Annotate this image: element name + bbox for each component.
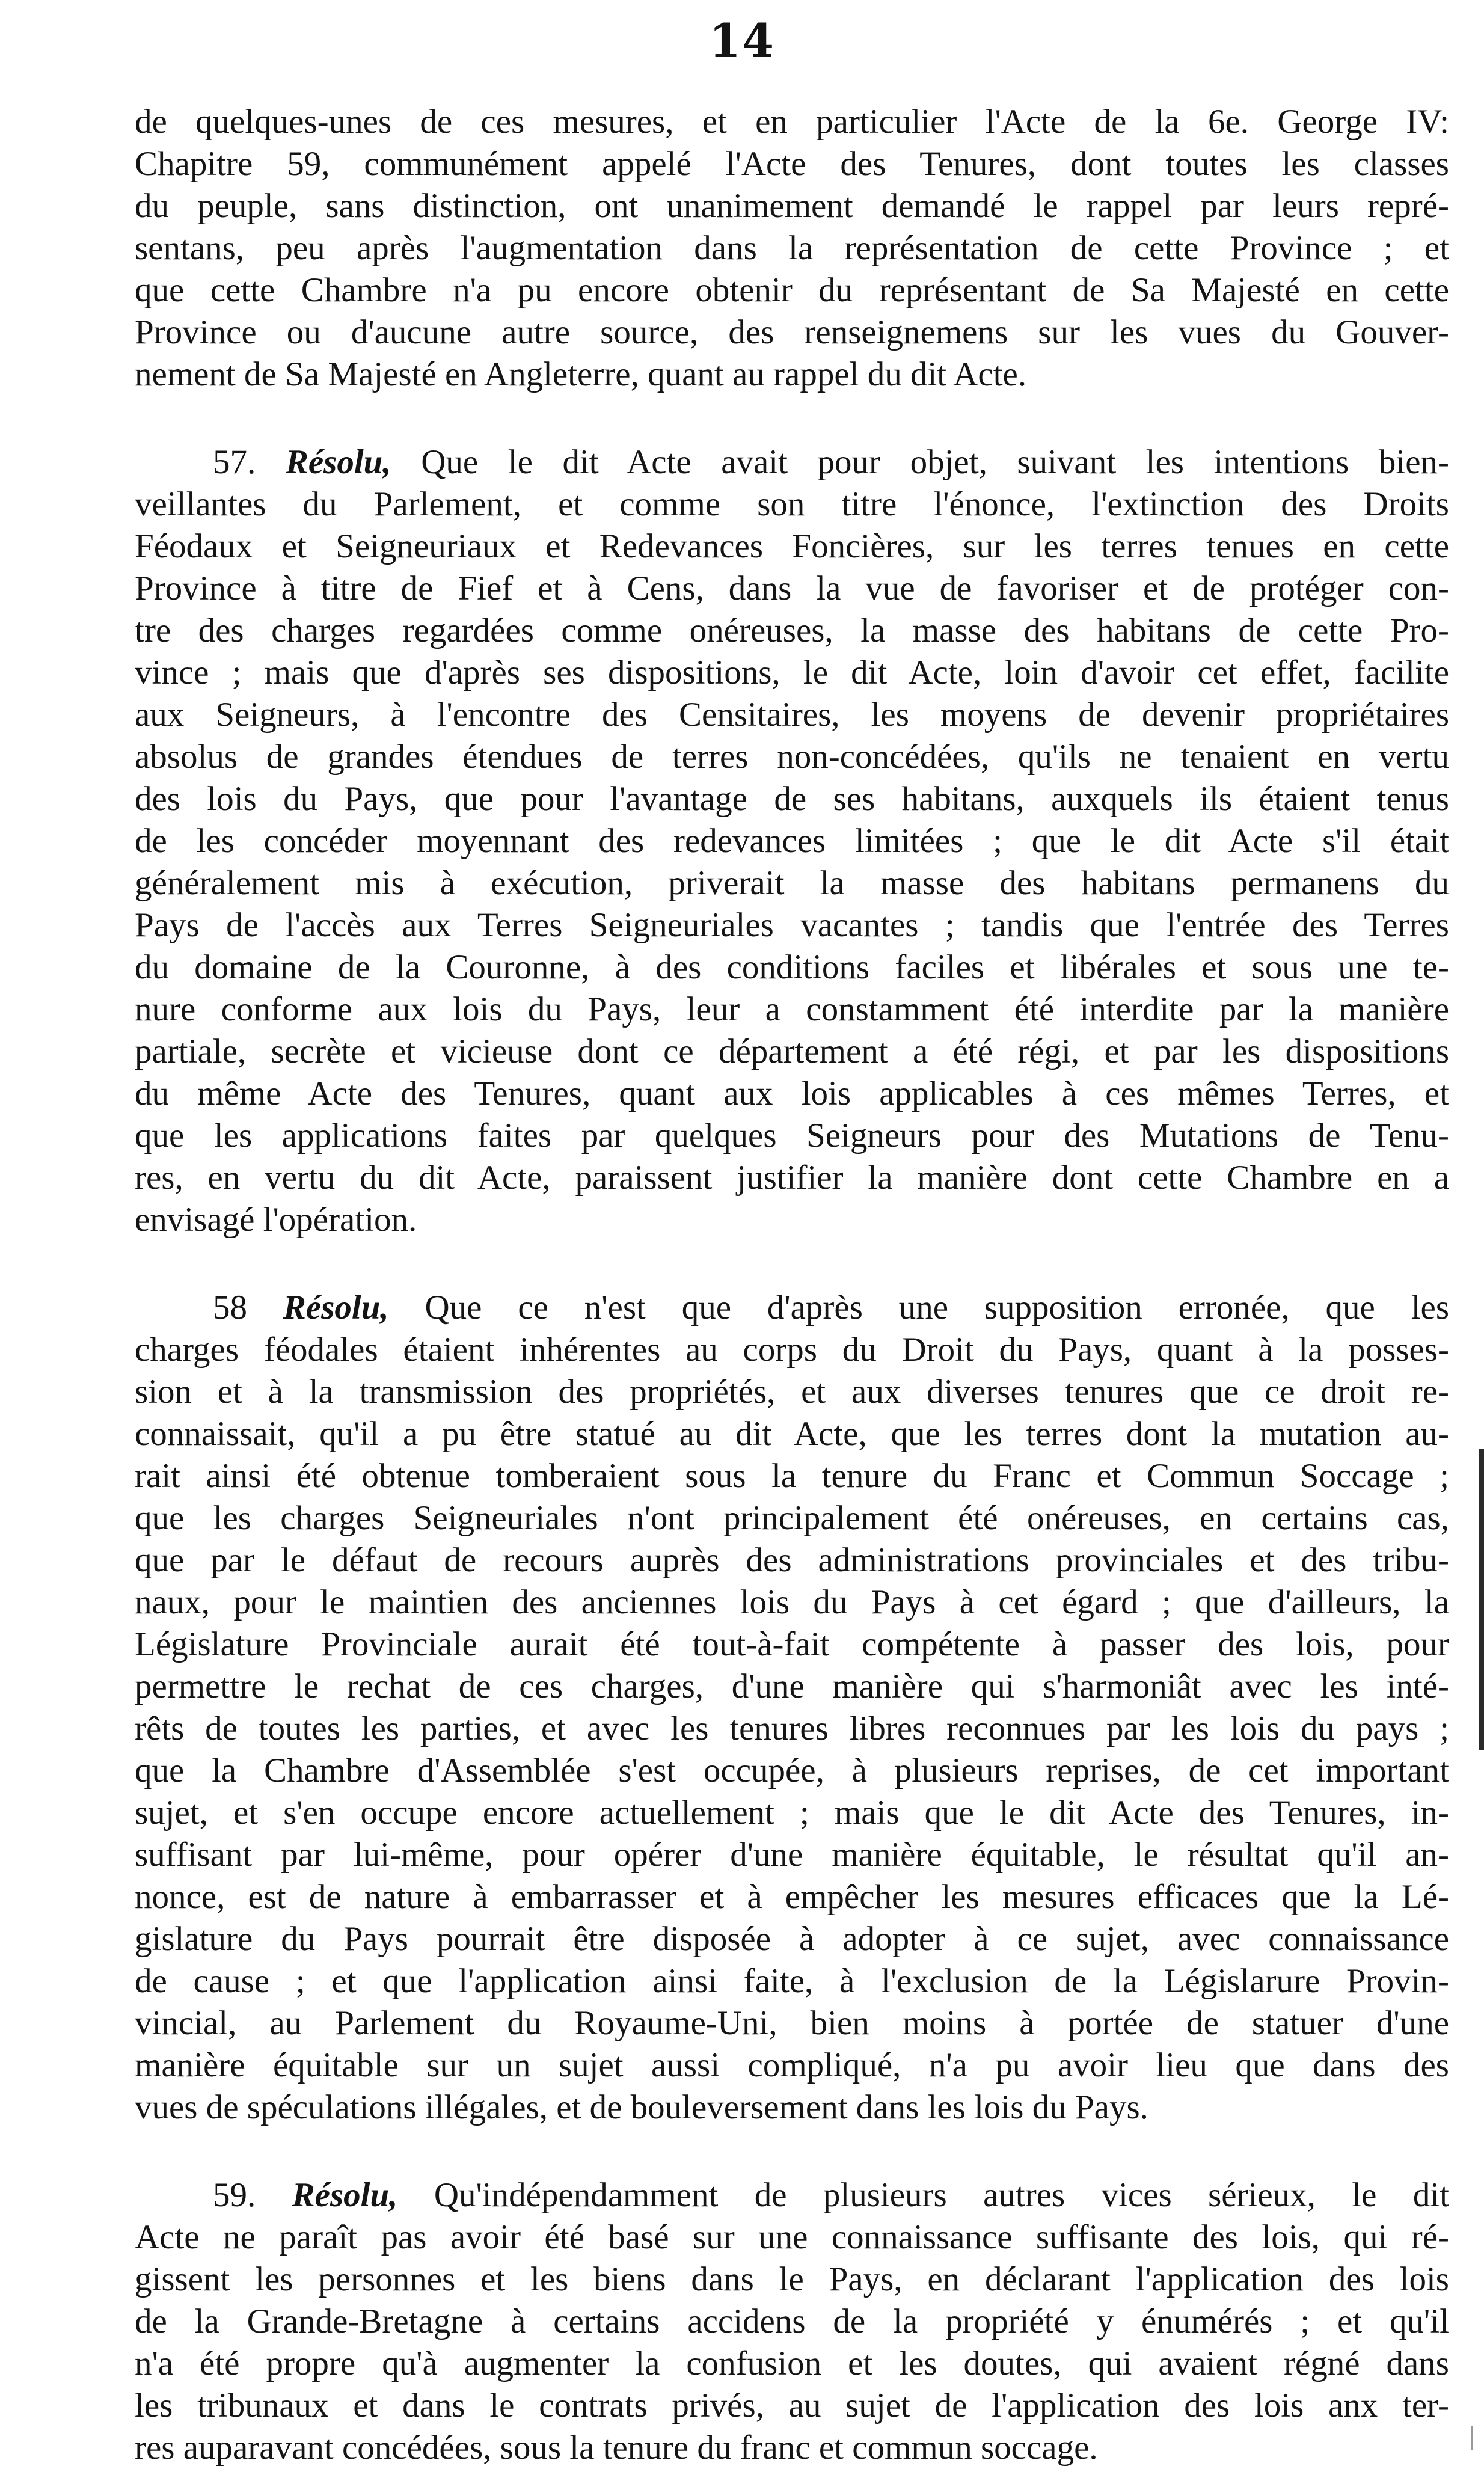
text-line: nonce, est de nature à embarrasser et à empêcher les mesures efficaces que la Lé-	[135, 1878, 1449, 1916]
text-line: partiale, secrète et vicieuse dont ce département a été régi, et par les dispositions	[135, 1032, 1449, 1070]
text-line: manière équitable sur un sujet aussi compliqué, n'a pu avoir lieu que dans des	[135, 2046, 1449, 2084]
resolution-label: Résolu,	[285, 443, 391, 481]
text-line: vincial, au Parlement du Royaume-Uni, bien moins à portée de statuer d'une	[135, 2004, 1449, 2042]
text-line: des lois du Pays, que pour l'avantage de ses habitans, auxquels ils étaient tenus	[135, 780, 1449, 818]
body-text	[135, 101, 1449, 2469]
text-line: du peuple, sans distinction, ont unanimement demandé le rappel par leurs repré-	[135, 187, 1449, 225]
text-line: charges féodales étaient inhérentes au corps du Droit du Pays, quant à la posses-	[135, 1331, 1449, 1369]
page-edge-shadow	[1479, 1449, 1484, 1750]
text-line: de la Grande-Bretagne à certains accidens de la propriété y énumérés ; et qu'il	[135, 2302, 1449, 2340]
resolution-58	[135, 1287, 1449, 2129]
text-line: absolus de grandes étendues de terres non-concédées, qu'ils ne tenaient en vertu	[135, 738, 1449, 776]
text-line: nement de Sa Majesté en Angleterre, quant au rappel du dit Acte.	[135, 355, 1027, 393]
text-line: Province à titre de Fief et à Cens, dans la vue de favoriser et de protéger con-	[135, 569, 1449, 607]
text-line: aux Seigneurs, à l'encontre des Censitaires, les moyens de devenir propriétaires	[135, 696, 1449, 734]
text-line: envisagé l'opération.	[135, 1201, 417, 1239]
text-line: Acte ne paraît pas avoir été basé sur une connaissance suffisante des lois, qui ré-	[135, 2218, 1449, 2256]
resolution-57	[135, 441, 1449, 1241]
intro-paragraph	[135, 101, 1449, 396]
text-line: suffisant par lui-même, pour opérer d'une manière équitable, le résultat qu'il an-	[135, 1836, 1449, 1874]
resolution-number: 58	[213, 1289, 247, 1327]
text-line: sion et à la transmission des propriétés, et aux diverses tenures que ce droit re-	[135, 1373, 1449, 1411]
text-line: n'a été propre qu'à augmenter la confusion et les doutes, qui avaient régné dans	[135, 2345, 1449, 2382]
text-line: res, en vertu du dit Acte, paraissent justifier la manière dont cette Chambre en a	[135, 1159, 1449, 1197]
resolution-opening: Qu'indépendamment de plusieurs autres vices sérieux, le dit	[434, 2176, 1449, 2214]
text-line: Pays de l'accès aux Terres Seigneuriales vacantes ; tandis que l'entrée des Terres	[135, 906, 1449, 944]
resolution-label: Résolu,	[283, 1289, 389, 1327]
text-line: veillantes du Parlement, et comme son titre l'énonce, l'extinction des Droits	[135, 485, 1449, 523]
text-line: du même Acte des Tenures, quant aux lois applicables à ces mêmes Terres, et	[135, 1075, 1449, 1112]
text-line: que cette Chambre n'a pu encore obtenir du représentant de Sa Majesté en cette	[135, 271, 1449, 309]
text-line: que la Chambre d'Assemblée s'est occupée, à plusieurs reprises, de cet important	[135, 1752, 1449, 1790]
text-line: du domaine de la Couronne, à des conditions faciles et libérales et sous une te-	[135, 948, 1449, 986]
text-line: sentans, peu après l'augmentation dans la représentation de cette Province ; et	[135, 229, 1449, 267]
text-line: de les concéder moyennant des redevances limitées ; que le dit Acte s'il était	[135, 822, 1449, 860]
text-line: que par le défaut de recours auprès des administrations provinciales et des tribu-	[135, 1541, 1449, 1579]
text-line: res auparavant concédées, sous la tenure du franc et commun soccage.	[135, 2429, 1098, 2467]
text-line: de quelques-unes de ces mesures, et en particulier l'Acte de la 6e. George IV:	[135, 103, 1449, 141]
resolution-opening: Que ce n'est que d'après une supposition erronée, que les	[425, 1289, 1449, 1327]
resolution-label: Résolu,	[292, 2176, 398, 2214]
text-line: vues de spéculations illégales, et de bouleversement dans les lois du Pays.	[135, 2088, 1148, 2126]
text-line: permettre le rechat de ces charges, d'une manière qui s'harmoniât avec les inté-	[135, 1667, 1449, 1705]
text-line: que les applications faites par quelques Seigneurs pour des Mutations de Tenu-	[135, 1117, 1449, 1155]
resolution-opening: Que le dit Acte avait pour objet, suivant les intentions bien-	[421, 443, 1449, 481]
text-line: Chapitre 59, communément appelé l'Acte des Tenures, dont toutes les classes	[135, 145, 1449, 183]
resolution-first-line	[135, 2174, 1449, 2216]
text-line: gissent les personnes et les biens dans le Pays, en déclarant l'application des lois	[135, 2260, 1449, 2298]
text-line: de cause ; et que l'application ainsi faite, à l'exclusion de la Législarure Provin-	[135, 1962, 1449, 2000]
page-edge-mark	[1471, 2426, 1479, 2450]
text-line: naux, pour le maintien des anciennes lois du Pays à cet égard ; que d'ailleurs, la	[135, 1583, 1449, 1621]
text-line: les tribunaux et dans le contrats privés, au sujet de l'application des lois anx ter-	[135, 2387, 1449, 2425]
text-line: Féodaux et Seigneuriaux et Redevances Foncières, sur les terres tenues en cette	[135, 527, 1449, 565]
text-line: Législature Provinciale aurait été tout-à-fait compétente à passer des lois, pour	[135, 1625, 1449, 1663]
text-line: tre des charges regardées comme onéreuses, la masse des habitans de cette Pro-	[135, 612, 1449, 649]
text-line: nure conforme aux lois du Pays, leur a constamment été interdite par la manière	[135, 990, 1449, 1028]
text-line: que les charges Seigneuriales n'ont principalement été onéreuses, en certains cas,	[135, 1499, 1449, 1537]
text-line: sujet, et s'en occupe encore actuellement ; mais que le dit Acte des Tenures, in-	[135, 1794, 1449, 1832]
text-line: Province ou d'aucune autre source, des renseignemens sur les vues du Gouver-	[135, 313, 1449, 351]
text-line: rait ainsi été obtenue tomberaient sous la tenure du Franc et Commun Soccage ;	[135, 1457, 1449, 1495]
resolution-first-line	[135, 1287, 1449, 1329]
resolution-first-line	[135, 441, 1449, 483]
text-line: connaissait, qu'il a pu être statué au dit Acte, que les terres dont la mutation au-	[135, 1415, 1449, 1453]
resolution-number: 57.	[213, 443, 256, 481]
text-line: généralement mis à exécution, priverait la masse des habitans permanens du	[135, 864, 1449, 902]
text-line: vince ; mais que d'après ses dispositions, le dit Acte, loin d'avoir cet effet, facilite	[135, 654, 1449, 692]
text-line: gislature du Pays pourrait être disposée à adopter à ce sujet, avec connaissance	[135, 1920, 1449, 1958]
text-line: rêts de toutes les parties, et avec les tenures libres reconnues par les lois du pays ;	[135, 1710, 1449, 1747]
page-number: 14	[709, 14, 775, 67]
resolution-59	[135, 2174, 1449, 2469]
resolution-number: 59.	[213, 2176, 256, 2214]
